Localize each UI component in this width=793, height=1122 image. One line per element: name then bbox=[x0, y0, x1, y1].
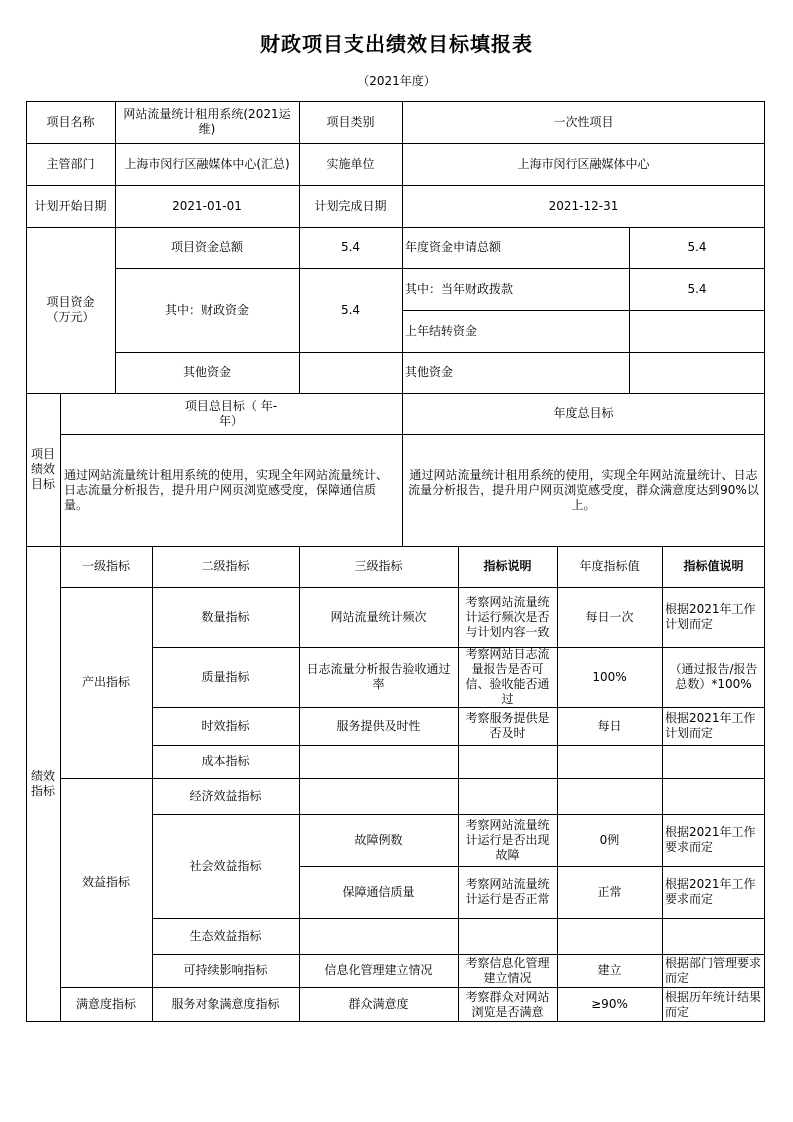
level1-output: 产出指标 bbox=[81, 675, 130, 689]
level3-cell: 日志流量分析报告验收通过率 bbox=[306, 662, 451, 691]
value-note-cell: 根据历年统计结果而定 bbox=[665, 989, 762, 1019]
description-cell: 考察群众对网站浏览是否满意 bbox=[465, 989, 550, 1019]
header-annual-value: 年度指标值 bbox=[579, 559, 640, 573]
value-note-cell: （通过报告/报告总数）*100% bbox=[669, 662, 758, 691]
annual-value-cell: 0例 bbox=[599, 832, 620, 847]
level2-sustainable: 可持续影响指标 bbox=[183, 963, 268, 977]
page-title: 财政项目支出绩效目标填报表 bbox=[260, 32, 533, 56]
funds-label: 项目资金（万元） bbox=[46, 295, 95, 324]
funds-fiscal-value: 5.4 bbox=[340, 302, 361, 317]
level3-cell: 故障例数 bbox=[354, 832, 403, 847]
header-level3: 三级指标 bbox=[354, 559, 403, 573]
description-cell: 考察网站流量统计运行频次是否与计划内容一致 bbox=[465, 594, 550, 639]
end-date-label: 计划完成日期 bbox=[314, 198, 387, 213]
funds-other-label-right: 其他资金 bbox=[405, 365, 454, 379]
annual-goal-header: 年度总目标 bbox=[553, 406, 614, 420]
description-cell: 考察信息化管理建立情况 bbox=[465, 955, 550, 985]
funds-total-value: 5.4 bbox=[340, 240, 361, 254]
annual-value-cell: 100% bbox=[592, 669, 627, 684]
funds-total-label: 项目资金总额 bbox=[170, 240, 243, 254]
goals-label: 项目绩效目标 bbox=[30, 447, 55, 491]
dept-label: 主管部门 bbox=[46, 156, 95, 171]
level2-social: 社会效益指标 bbox=[189, 858, 262, 873]
value-note-cell: 根据2021年工作要求而定 bbox=[665, 825, 756, 854]
impl-value: 上海市闵行区融媒体中心 bbox=[517, 156, 650, 171]
level2-service-satisfaction: 服务对象满意度指标 bbox=[171, 997, 280, 1011]
value-note-cell: 根据2021年工作计划而定 bbox=[665, 602, 756, 631]
value-note-cell: 根据2021年工作计划而定 bbox=[665, 711, 756, 740]
start-date-label: 计划开始日期 bbox=[34, 198, 107, 213]
header-level2: 二级指标 bbox=[201, 559, 250, 573]
level3-cell: 保障通信质量 bbox=[342, 884, 415, 899]
level2-timeliness: 时效指标 bbox=[201, 718, 250, 733]
description-cell: 考察网站流量统计运行是否正常 bbox=[465, 877, 550, 906]
annual-goal-text: 通过网站流量统计租用系统的使用，实现全年网站流量统计、日志流量分析报告，提升用户网页浏览感受度，群众满意度达到90%以上。 bbox=[408, 467, 759, 512]
funds-current-value: 5.4 bbox=[687, 281, 707, 296]
level1-satisfaction: 满意度指标 bbox=[75, 997, 136, 1011]
annual-value-cell: 正常 bbox=[597, 884, 622, 899]
start-date-value: 2021-01-01 bbox=[172, 198, 242, 213]
value-note-cell: 根据2021年工作要求而定 bbox=[665, 877, 756, 906]
level1-benefit: 效益指标 bbox=[81, 875, 130, 889]
funds-current-label: 其中：当年财政拨款 bbox=[405, 281, 514, 296]
project-type-value: 一次性项目 bbox=[553, 114, 614, 129]
annual-value-cell: 每日 bbox=[597, 718, 622, 733]
description-cell: 考察网站流量统计运行是否出现故障 bbox=[465, 817, 550, 862]
overall-goal-header: 项目总目标（ 年- 年） bbox=[184, 398, 278, 428]
header-description: 指标说明 bbox=[483, 559, 532, 573]
level2-quantity: 数量指标 bbox=[201, 609, 250, 624]
annual-value-cell: ≥90% bbox=[591, 997, 628, 1011]
level3-cell: 网站流量统计频次 bbox=[330, 609, 427, 624]
funds-other-label: 其他资金 bbox=[182, 365, 231, 379]
project-name-label: 项目名称 bbox=[46, 114, 95, 129]
header-level1: 一级指标 bbox=[81, 559, 130, 573]
funds-fiscal-label: 其中：财政资金 bbox=[164, 302, 249, 317]
project-name-value: 网站流量统计租用系统(2021运维) bbox=[123, 107, 291, 136]
project-type-label: 项目类别 bbox=[326, 114, 375, 129]
year-label: （2021年度） bbox=[357, 74, 436, 88]
level2-ecological: 生态效益指标 bbox=[189, 928, 262, 943]
annual-value-cell: 建立 bbox=[597, 963, 622, 977]
level2-cost: 成本指标 bbox=[201, 754, 250, 768]
description-cell: 考察服务提供是否及时 bbox=[465, 711, 550, 740]
description-cell: 考察网站日志流量报告是否可信、验收能否通过 bbox=[465, 647, 550, 706]
indicators-label: 绩效指标 bbox=[30, 769, 55, 798]
funds-annual-value: 5.4 bbox=[687, 240, 707, 254]
funds-annual-label: 年度资金申请总额 bbox=[405, 240, 502, 254]
annual-value-cell: 每日一次 bbox=[585, 609, 634, 624]
dept-value: 上海市闵行区融媒体中心(汇总) bbox=[124, 156, 290, 171]
value-note-cell: 根据部门管理要求而定 bbox=[665, 955, 762, 985]
end-date-value: 2021-12-31 bbox=[548, 198, 619, 213]
impl-label: 实施单位 bbox=[326, 156, 375, 171]
level3-cell: 信息化管理建立情况 bbox=[324, 963, 433, 977]
overall-goal-text: 通过网站流量统计租用系统的使用，实现全年网站流量统计、日志流量分析报告，提升用户网页浏览感受度，保障通信质量。 bbox=[64, 467, 389, 512]
header-value-note: 指标值说明 bbox=[683, 559, 744, 573]
level2-economic: 经济效益指标 bbox=[189, 788, 262, 803]
level2-quality: 质量指标 bbox=[201, 669, 250, 684]
level3-cell: 服务提供及时性 bbox=[336, 718, 421, 733]
funds-carry-label: 上年结转资金 bbox=[405, 323, 478, 338]
level3-cell: 群众满意度 bbox=[348, 997, 409, 1011]
